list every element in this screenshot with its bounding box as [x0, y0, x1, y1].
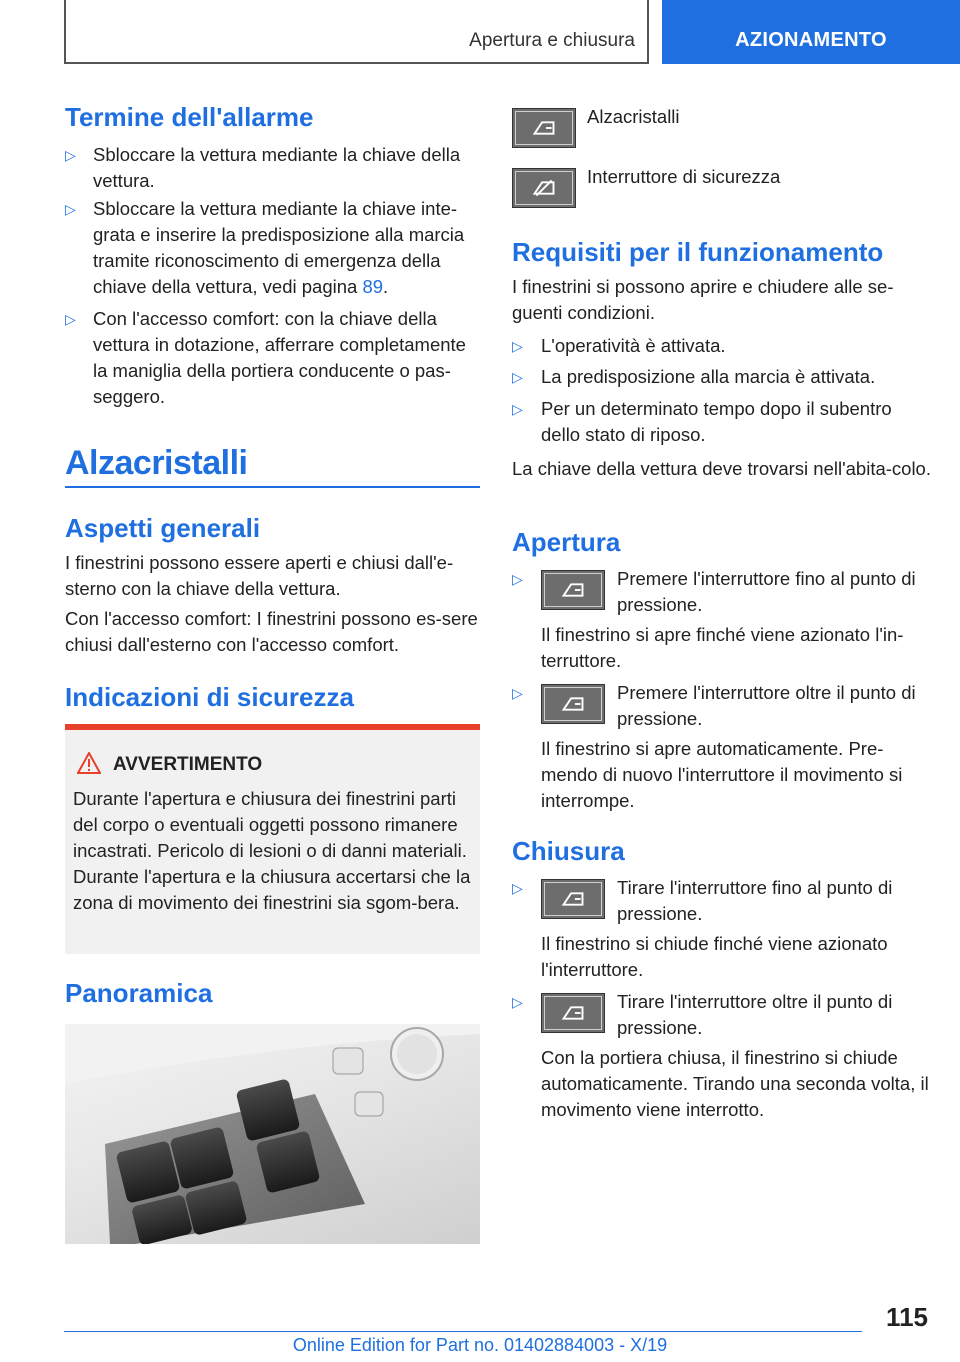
triangle-bullet-icon: ▷: [512, 880, 523, 896]
footer-rule: [64, 1331, 862, 1332]
safety-switch-icon: [512, 168, 576, 208]
closing-heading: Chiusura: [512, 836, 625, 866]
window-switch-icon: [541, 879, 605, 919]
opening-heading: Apertura: [512, 527, 621, 557]
requirements-heading: Requisiti per il funzionamento: [512, 237, 884, 267]
list-item: ▷ Sbloccare la vettura mediante la chiave della vettura.: [65, 144, 461, 191]
section-title: AZIONAMENTO: [735, 29, 887, 51]
list-item: ▷ Con l'accesso comfort: con la chiave della vettura in dotazione, afferrare completamente la maniglia della portiera conducente o pas-seggero.: [65, 308, 466, 407]
general-paragraph-1: I finestrini possono essere aperti e chiusi dall'e-sterno con la chiave della vettura.: [65, 552, 454, 599]
legend-label: Interruttore di sicurezza: [587, 166, 781, 187]
step-action: Premere l'interruttore oltre il punto di pressione.: [617, 682, 916, 729]
requirements-note: La chiave della vettura deve trovarsi nell'abita-colo.: [512, 458, 931, 479]
step-action: Tirare l'interruttore fino al punto di pressione.: [617, 877, 893, 924]
triangle-bullet-icon: ▷: [512, 338, 523, 354]
warning-triangle-icon: [77, 752, 101, 774]
list-item: ▷ Per un determinato tempo dopo il subentro dello stato di riposo.: [512, 398, 892, 445]
requirements-intro: I finestrini si possono aprire e chiudere alle se-guenti condizioni.: [512, 276, 894, 323]
footer-edition: Online Edition for Part no. 01402884003 - X/19: [292, 1335, 668, 1355]
triangle-bullet-icon: ▷: [65, 311, 76, 327]
triangle-bullet-icon: ▷: [512, 571, 523, 587]
window-switch-icon: [541, 570, 605, 610]
step-result: Il finestrino si apre finché viene azionato l'in-terruttore.: [541, 624, 904, 671]
page-reference-link[interactable]: 89: [362, 276, 384, 297]
section-tab: [662, 0, 960, 64]
chapter-heading: Alzacristalli: [65, 444, 248, 482]
general-heading: Aspetti generali: [65, 513, 261, 543]
list-item: ▷ L'operatività è attivata.: [512, 333, 932, 359]
triangle-bullet-icon: ▷: [512, 994, 523, 1010]
step-result: Il finestrino si apre automaticamente. Pre-mendo di nuovo l'interruttore il movimento si interrompe.: [541, 738, 903, 811]
warning-box: [65, 724, 480, 954]
window-switch-icon: [541, 993, 605, 1033]
warning-label: AVVERTIMENTO: [113, 754, 263, 775]
alarm-end-heading: Termine dell'allarme: [65, 102, 314, 132]
list-item: ▷ Sbloccare la vettura mediante la chiave inte-grata e inserire la predisposizione alla marcia tramite riconoscimento di emergenza della chiave della vettura, vedi pagina 89.: [65, 198, 465, 297]
legend-label: Alzacristalli: [587, 106, 680, 127]
warning-text: Durante l'apertura e chiusura dei finestrini parti del corpo o eventuali oggetti possono rimanere incastrati. Pericolo di lesioni o di danni materiali. Durante l'apertura e la chiusura accertarsi che la zona di movimento dei finestrini sia sgom-bera.: [73, 788, 471, 913]
window-switch-icon: [541, 684, 605, 724]
chapter-tab: [64, 0, 649, 64]
step-action: Premere l'interruttore fino al punto di pressione.: [617, 568, 916, 615]
step-result: Il finestrino si chiude finché viene azionato l'interruttore.: [541, 933, 888, 980]
safety-heading: Indicazioni di sicurezza: [65, 682, 354, 712]
triangle-bullet-icon: ▷: [512, 401, 523, 417]
triangle-bullet-icon: ▷: [65, 201, 76, 217]
chapter-title: Apertura e chiusura: [469, 30, 635, 51]
triangle-bullet-icon: ▷: [512, 685, 523, 701]
step-result: Con la portiera chiusa, il finestrino si chiude automaticamente. Tirando una seconda volta, il movimento viene interrotto.: [541, 1047, 929, 1120]
heading-rule: [65, 486, 480, 488]
door-panel-illustration: [65, 1024, 480, 1244]
list-item: ▷ La predisposizione alla marcia è attivata.: [512, 364, 932, 390]
window-switches-photo: [65, 1024, 480, 1244]
triangle-bullet-icon: ▷: [65, 147, 76, 163]
page-header: [0, 0, 960, 66]
page-number: 115: [886, 1302, 928, 1332]
step-action: Tirare l'interruttore oltre il punto di pressione.: [617, 991, 893, 1038]
general-paragraph-2: Con l'accesso comfort: I finestrini possono es-sere chiusi dall'esterno con l'accesso comfort.: [65, 608, 478, 655]
triangle-bullet-icon: ▷: [512, 369, 523, 385]
window-switch-icon: [512, 108, 576, 148]
overview-heading: Panoramica: [65, 978, 213, 1008]
